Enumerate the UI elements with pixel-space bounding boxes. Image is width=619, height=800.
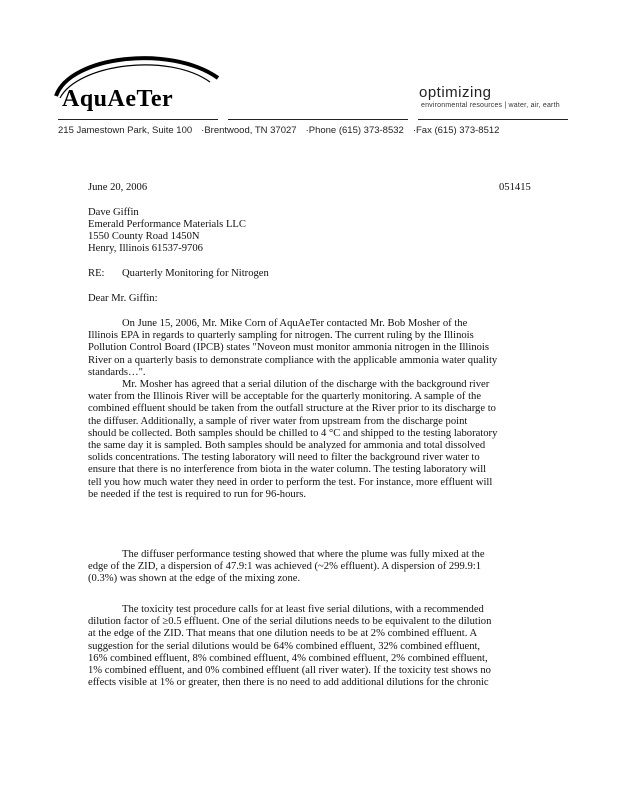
paragraph-4 xyxy=(88,604,536,689)
paragraph-line: water from the Illinois River will be acceptable for the quarterly monitoring. A sample of the xyxy=(88,391,482,403)
recipient-city: Henry, Illinois 61537-9706 xyxy=(88,243,203,254)
paragraph-3 xyxy=(88,549,536,586)
separator-dot-icon: · xyxy=(412,125,416,136)
fax-number: Fax (615) 373-8512 xyxy=(415,125,500,136)
paragraph-line: Illinois EPA in regards to quarterly sampling for nitrogen. The current ruling by the Illinois xyxy=(88,330,474,342)
paragraph-line: River on a quarterly basis to demonstrate compliance with the applicable ammonia water quality xyxy=(88,354,498,366)
paragraph-line: tell you how much water they need in order to perform the test. For instance, more effluent will xyxy=(88,476,493,488)
header-rule-right xyxy=(418,119,568,120)
paragraph-line: The diffuser performance testing showed that where the plume was fully mixed at the xyxy=(122,549,485,560)
paragraph-line: be needed if the test is required to run for 96-hours. xyxy=(88,488,306,500)
paragraph-line: solids concentrations. The testing laboratory will need to filter the background river water to xyxy=(88,452,480,464)
header-rule-mid xyxy=(228,119,408,120)
logo-text: AquAeTer xyxy=(62,86,174,112)
paragraph-line: suggestion for the serial dilutions would be 64% combined effluent, 32% combined effluent, xyxy=(88,640,481,652)
phone-number: Phone (615) 373-8532 xyxy=(308,125,404,136)
paragraph-line: the same day it is sampled. Both samples should be analyzed for ammonia and total dissolved xyxy=(88,440,486,452)
paragraph-2 xyxy=(88,379,536,501)
paragraph-line: Mr. Mosher has agreed that a serial dilution of the discharge with the background river xyxy=(122,379,490,390)
paragraph-line: combined effluent should be taken from the outfall structure at the River prior to its discharge to xyxy=(88,403,496,415)
address-bar xyxy=(58,125,568,136)
header-rule-left xyxy=(58,119,218,120)
subtagline: environmental resources | water, air, earth xyxy=(421,102,560,109)
paragraph-line: dilution factor of ≥0.5 effluent. One of the serial dilutions needs to be equivalent to the dilution xyxy=(88,616,492,628)
paragraph-line: effects visible at 1% or greater, then there is no need to add additional dilutions for the chronic xyxy=(88,677,489,689)
recipient-name: Dave Giffin xyxy=(88,207,139,218)
paragraph-line: at the edge of the ZID. That means that one dilution needs to be at 2% combined effluent. A xyxy=(88,628,478,640)
paragraph-line: should be collected. Both samples should be chilled to 4 °C and shipped to the testing laboratory xyxy=(88,427,498,439)
paragraph-line: standards…". xyxy=(88,366,146,378)
recipient-street: 1550 County Road 1450N xyxy=(88,231,200,242)
re-label: RE: xyxy=(88,268,105,279)
recipient-company: Emerald Performance Materials LLC xyxy=(88,219,246,230)
separator-dot-icon: · xyxy=(305,125,309,136)
separator-dot-icon: · xyxy=(201,125,205,136)
paragraph-line: edge of the ZID, a dispersion of 47.9:1 was achieved (~2% effluent). A dispersion of 299.9:1 xyxy=(88,561,481,573)
paragraph-line: (0.3%) was shown at the edge of the mixing zone. xyxy=(88,573,301,585)
paragraph-line: the diffuser. Additionally, a sample of river water from upstream from the discharge point xyxy=(88,415,468,427)
salutation: Dear Mr. Giffin: xyxy=(88,293,158,304)
tagline: optimizing xyxy=(419,84,492,101)
paragraph-line: ensure that there is no interference from biota in the water column. The testing laboratory will xyxy=(88,464,487,476)
paragraph-line: Pollution Control Board (IPCB) states "Noveon must monitor ammonia nitrogen in the Illinois xyxy=(88,342,489,354)
paragraph-1 xyxy=(88,318,536,379)
street-address: 215 Jamestown Park, Suite 100 xyxy=(58,125,193,136)
reference-number: 051415 xyxy=(499,182,531,193)
city-address: Brentwood, TN 37027 xyxy=(204,125,297,136)
aquaeter-logo xyxy=(50,48,225,118)
paragraph-line: The toxicity test procedure calls for at least five serial dilutions, with a recommended xyxy=(122,604,484,615)
letterhead xyxy=(0,0,619,140)
paragraph-line: On June 15, 2006, Mr. Mike Corn of AquAeTer contacted Mr. Bob Mosher of the xyxy=(122,318,468,329)
paragraph-line: 1% combined effluent, and 0% combined effluent (all river water). If the toxicity test shows no xyxy=(88,665,491,677)
re-subject: Quarterly Monitoring for Nitrogen xyxy=(122,268,269,279)
paragraph-line: 16% combined effluent, 8% combined effluent, 4% combined effluent, 2% combined effluent, xyxy=(88,652,488,664)
letter-date: June 20, 2006 xyxy=(88,182,148,193)
